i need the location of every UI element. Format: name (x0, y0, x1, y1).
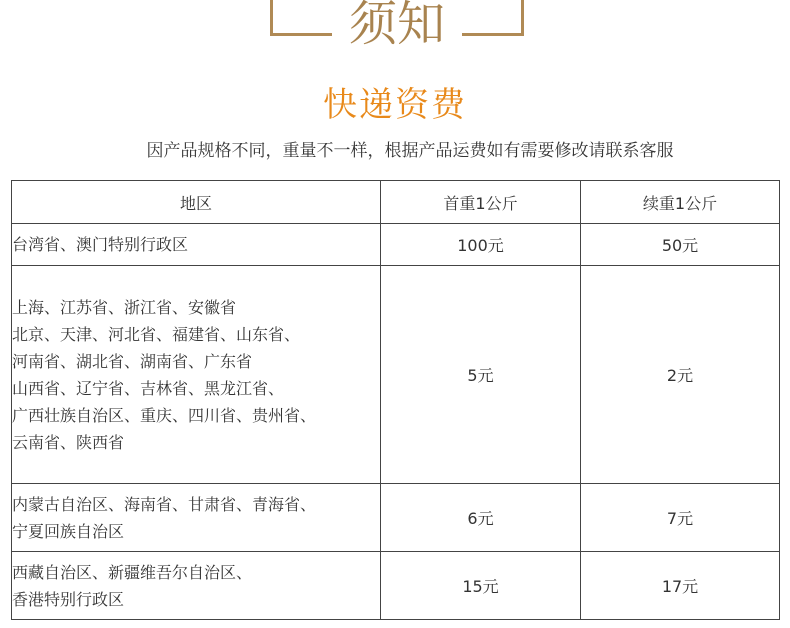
region-line: 宁夏回族自治区 (12, 521, 125, 541)
first-weight-fee: 5元 (381, 266, 581, 484)
table-row (12, 266, 780, 484)
additional-weight-fee: 7元 (581, 484, 780, 552)
additional-weight-fee: 50元 (581, 224, 780, 266)
section-subtitle: 因产品规格不同，重量不一样，根据产品运费如有需要修改请联系客服 (146, 141, 674, 161)
shipping-fee-table (11, 180, 780, 620)
section-title: 快递资费 (323, 85, 467, 125)
first-weight-fee: 15元 (381, 552, 581, 620)
table-row (12, 224, 780, 266)
region-cell (12, 552, 381, 620)
additional-weight-fee: 17元 (581, 552, 780, 620)
header-additional-weight: 续重1公斤 (581, 181, 780, 224)
region-cell (12, 266, 381, 484)
notice-banner (0, 0, 790, 64)
region-line: 内蒙古自治区、海南省、甘肃省、青海省、 (12, 494, 317, 514)
region-line: 西藏自治区、新疆维吾尔自治区、 (12, 562, 253, 582)
header-region: 地区 (12, 181, 381, 224)
region-line: 河南省、湖北省、湖南省、广东省 (12, 351, 253, 371)
banner-bracket-left (270, 0, 332, 36)
first-weight-fee: 100元 (381, 224, 581, 266)
banner-title: 须知 (348, 0, 445, 52)
region-cell (12, 484, 381, 552)
region-line: 香港特别行政区 (12, 589, 125, 609)
region-line: 广西壮族自治区、重庆、四川省、贵州省、 (12, 405, 317, 425)
region-line: 上海、江苏省、浙江省、安徽省 (12, 297, 237, 317)
table-row (12, 552, 780, 620)
region-cell (12, 224, 381, 266)
first-weight-fee: 6元 (381, 484, 581, 552)
region-line: 北京、天津、河北省、福建省、山东省、 (12, 324, 301, 344)
region-line: 山西省、辽宁省、吉林省、黑龙江省、 (12, 378, 285, 398)
table-header-row (12, 181, 780, 224)
additional-weight-fee: 2元 (581, 266, 780, 484)
region-line: 台湾省、澳门特别行政区 (12, 235, 189, 254)
table-row (12, 484, 780, 552)
banner-bracket-right (462, 0, 524, 36)
header-first-weight: 首重1公斤 (381, 181, 581, 224)
region-line: 云南省、陕西省 (12, 432, 125, 452)
